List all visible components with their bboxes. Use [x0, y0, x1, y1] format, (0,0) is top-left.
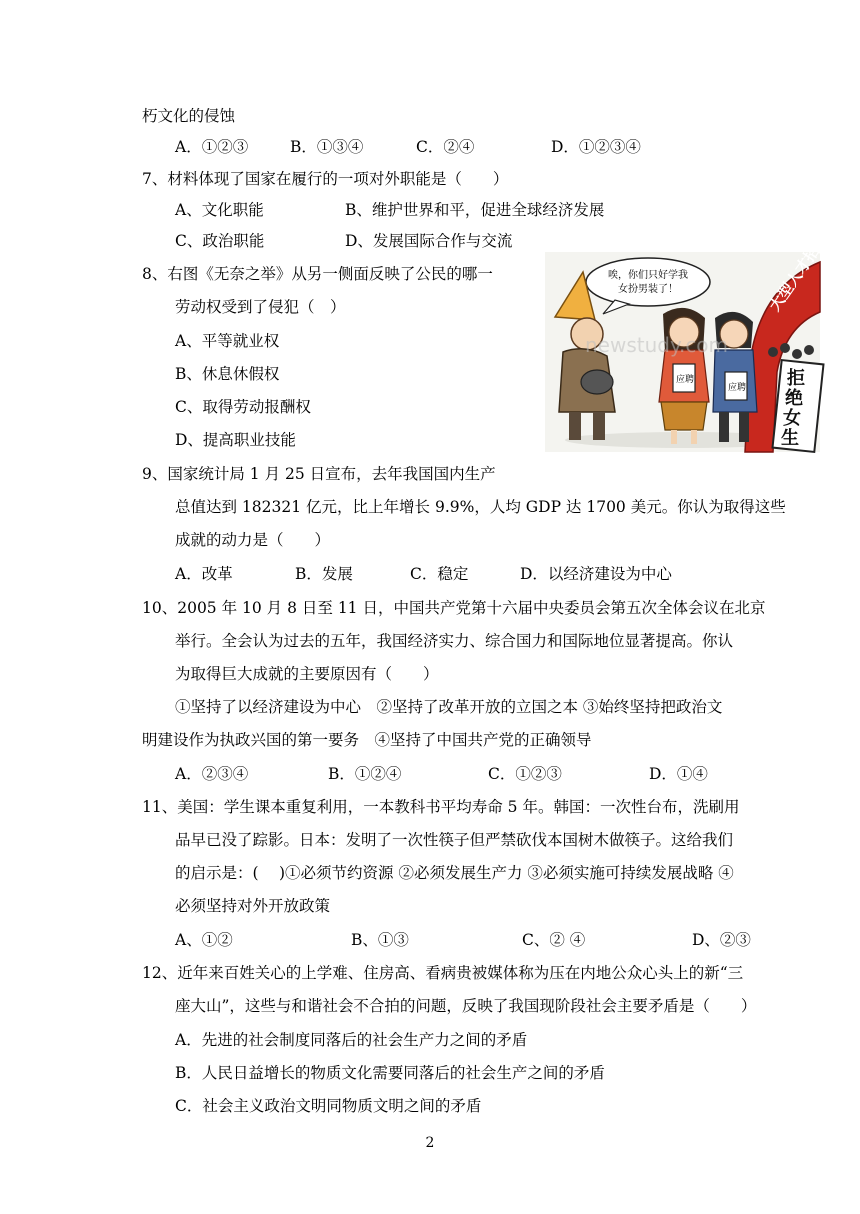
- option-c: C．①②③: [488, 765, 562, 783]
- option-c: C、② ④: [522, 931, 586, 949]
- option-d: D．①②③④: [551, 138, 641, 156]
- option-a: A．改革: [175, 565, 233, 583]
- option-b: B、①③: [351, 931, 409, 949]
- text-line: 为取得巨大成就的主要原因有（ ）: [175, 665, 439, 683]
- svg-text:女: 女: [783, 408, 801, 429]
- text-line: 朽文化的侵蚀: [142, 107, 236, 125]
- speech-line-1: 唉，你们只好学我: [608, 270, 688, 281]
- option-b: B、维护世界和平，促进全球经济发展: [345, 201, 605, 219]
- text-line: 举行。全会认为过去的五年，我国经济实力、综合国力和国际地位显著提高。你认: [175, 632, 734, 650]
- application-card: 应聘: [676, 375, 695, 385]
- option-c: C．稳定: [410, 565, 469, 583]
- question-10: 10、2005 年 10 月 8 日至 11 日，中国共产党第十六届中央委员会第五次全体会议在北京: [142, 599, 766, 617]
- option-b: B．①②④: [328, 765, 402, 783]
- option-b: B．发展: [295, 565, 353, 583]
- text-line: 劳动权受到了侵犯（ ）: [175, 298, 346, 316]
- option-a: A．②③④: [175, 765, 249, 783]
- text-line: 座大山”，这些与和谐社会不合拍的问题，反映了我国现阶段社会主要矛盾是（ ）: [175, 997, 757, 1015]
- application-card: 应聘: [728, 383, 747, 393]
- banner-text: 大型人才招聘: [765, 230, 832, 315]
- option-c: C、取得劳动报酬权: [175, 398, 311, 416]
- text-line: 的启示是：( )①必须节约资源 ②必须发展生产力 ③必须实施可持续发展战略 ④: [175, 864, 734, 882]
- text-line: ①坚持了以经济建设为中心 ②坚持了改革开放的立国之本 ③始终坚持把政治文: [175, 698, 723, 716]
- text-line: 明建设作为执政兴国的第一要务 ④坚持了中国共产党的正确领导: [142, 731, 592, 749]
- svg-text:生: 生: [781, 428, 799, 449]
- option-a: A．先进的社会制度同落后的社会生产力之间的矛盾: [175, 1031, 528, 1049]
- speech-line-2: 女扮男装了！: [618, 284, 678, 295]
- text-line: 必须坚持对外开放政策: [175, 897, 331, 915]
- question-8: 8、右图《无奈之举》从另一侧面反映了公民的哪一: [142, 265, 493, 283]
- option-a: A、文化职能: [175, 201, 264, 219]
- question-7: 7、材料体现了国家在履行的一项对外职能是（ ）: [142, 170, 509, 188]
- option-d: D．①④: [649, 765, 708, 783]
- option-a: A、平等就业权: [175, 332, 280, 350]
- text-line: 成就的动力是（ ）: [175, 531, 331, 549]
- option-d: D．以经济建设为中心: [520, 565, 672, 583]
- option-c: C、政治职能: [175, 232, 265, 250]
- cartoon-illustration: [545, 230, 832, 452]
- watermark: newstudy.com: [585, 333, 729, 357]
- option-c: C．②④: [416, 138, 475, 156]
- option-c: C．社会主义政治文明同物质文明之间的矛盾: [175, 1097, 482, 1115]
- text-line: 总值达到 182321 亿元，比上年增长 9.9%，人均 GDP 达 1700 美元。你认为取得这些: [175, 498, 786, 516]
- option-a: A、①②: [175, 931, 233, 949]
- option-d: D、提高职业技能: [175, 431, 296, 449]
- svg-text:绝: 绝: [785, 388, 803, 409]
- option-d: D、②③: [692, 931, 751, 949]
- page-number: 2: [425, 1135, 435, 1151]
- option-b: B．①③④: [290, 138, 364, 156]
- option-a: A．①②③: [175, 138, 249, 156]
- question-9: 9、国家统计局 1 月 25 日宣布，去年我国国内生产: [142, 465, 496, 483]
- question-12: 12、近年来百姓关心的上学难、住房高、看病贵被媒体称为压在内地公众心头上的新“三: [142, 964, 744, 982]
- option-d: D、发展国际合作与交流: [345, 232, 513, 250]
- text-line: 品早已没了踪影。日本：发明了一次性筷子但严禁砍伐本国树木做筷子。这给我们: [175, 831, 734, 849]
- option-b: B、休息休假权: [175, 365, 280, 383]
- svg-text:拒: 拒: [787, 368, 805, 389]
- option-b: B．人民日益增长的物质文化需要同落后的社会生产之间的矛盾: [175, 1064, 605, 1082]
- question-11: 11、美国：学生课本重复利用，一本教科书平均寿命 5 年。韩国：一次性台布，洗刷用: [142, 798, 740, 816]
